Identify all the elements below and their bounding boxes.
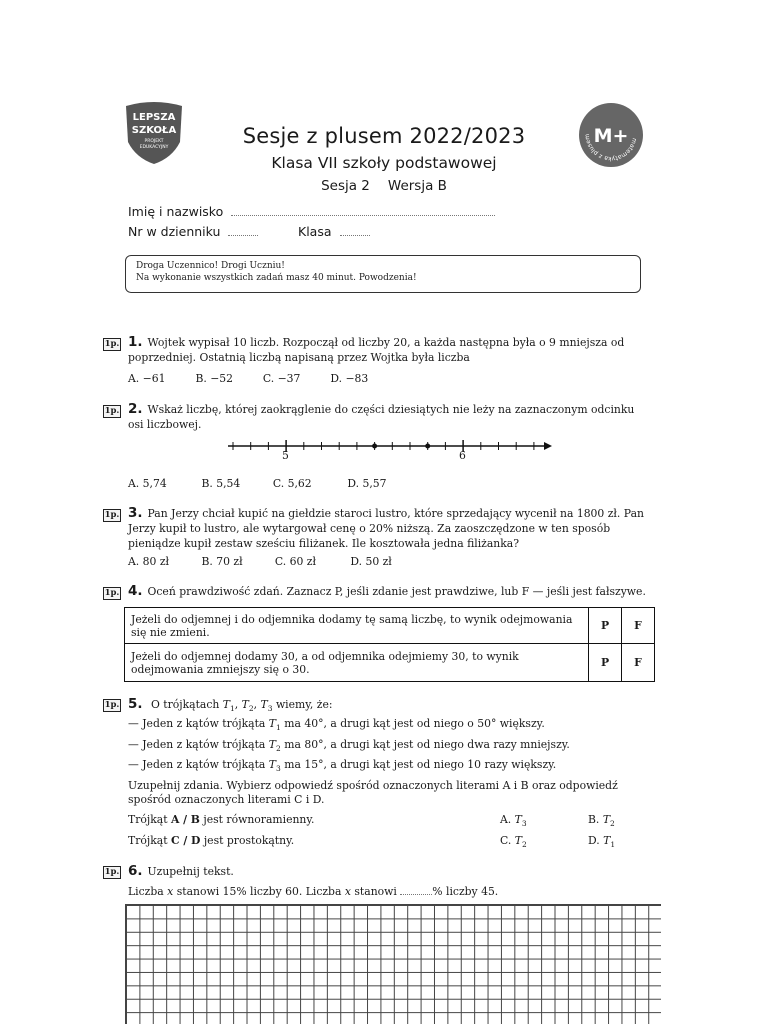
var-t: T [268, 717, 276, 730]
points-badge: 1p. [104, 867, 120, 877]
logo-left-line2: SZKOŁA [131, 125, 177, 136]
points-badge: 1p. [104, 406, 120, 416]
var-t: T [514, 834, 522, 847]
option-letter: B. [588, 813, 600, 826]
q2-answers [128, 477, 387, 490]
option-c[interactable] [500, 834, 527, 852]
question-text: Uzupełnij tekst. [147, 865, 234, 878]
axis-label-5: 5 [282, 449, 289, 462]
sentence-text: Trójkąt [128, 813, 168, 826]
bullet-text: — Jeden z kątów trójkąta [128, 758, 266, 771]
false-option[interactable]: F [622, 608, 655, 644]
logo-right-ring: matematyka z plusem [583, 133, 638, 163]
diary-field [128, 224, 258, 239]
segment-endpoint [372, 444, 377, 449]
answer-d: D. 50 zł [350, 555, 392, 568]
logo-right-text: M+ [593, 125, 629, 147]
sub: 2 [276, 744, 281, 754]
true-option[interactable]: P [589, 608, 622, 644]
number-line [228, 436, 552, 466]
intro-text: O trójkątach [150, 698, 220, 711]
q5-instructions: Uzupełnij zdania. Wybierz odpowiedź spośród oznaczonych literami A i B oraz odpowiedź spośród oznaczonych literami C i D. [128, 779, 618, 806]
instructions-line-2: Na wykonanie wszystkich zadań masz 40 minut. Powodzenia! [136, 273, 417, 283]
sentence-text: jest prostokątny. [203, 834, 295, 847]
question-1 [128, 335, 648, 365]
option-d[interactable] [588, 834, 615, 852]
sub: 1 [230, 704, 235, 714]
option-a[interactable] [500, 813, 527, 831]
name-dots [231, 206, 495, 216]
instructions-line-1: Droga Uczennico! Drogi Uczniu! [136, 261, 285, 271]
var-t: T [603, 834, 611, 847]
points-badge: 1p. [104, 700, 120, 710]
text: % liczby 45. [432, 885, 499, 898]
answer-a: A. −61 [128, 372, 166, 385]
statement-1: Jeżeli do odjemnej i do odjemnika dodamy tę samą liczbę, to wynik odejmowania się nie zmieni. [125, 608, 589, 644]
sub: 2 [248, 704, 254, 714]
sub: 1 [610, 840, 616, 850]
answer-d: D. −83 [330, 372, 369, 385]
bullet-text: ma 15°, a drugi kąt jest od niego 10 razy większy. [284, 758, 557, 771]
name-label: Imię i nazwisko [128, 204, 224, 219]
table-row [125, 644, 655, 682]
q6-sentence [128, 885, 498, 899]
sub: 3 [267, 704, 273, 714]
answer-blank[interactable] [400, 885, 432, 895]
answer-a: A. 5,74 [128, 477, 167, 490]
var-t: T [241, 698, 249, 711]
sentence-1 [128, 813, 314, 827]
question-3 [128, 506, 648, 551]
answer-c: C. −37 [262, 372, 301, 385]
question-6 [128, 864, 234, 879]
logo-left-line1: LEPSZA [132, 112, 176, 123]
axis-arrow [544, 442, 552, 450]
var-t: T [514, 813, 522, 826]
var-x: x [167, 885, 174, 898]
class-label: Klasa [298, 224, 332, 239]
q3-answers [128, 555, 392, 568]
question-text: Wojtek wypisał 10 liczb. Rozpoczął od liczby 20, a każda następna była o 9 mniejsza od poprzedniej. Ostatnią liczbą napisaną przez Wojtka była liczba [128, 336, 625, 364]
question-number: 2. [128, 401, 143, 417]
sub: 3 [276, 764, 281, 774]
answer-c: C. 5,62 [272, 477, 312, 490]
sub: 2 [610, 819, 615, 829]
question-2 [128, 402, 648, 432]
points-badge: 1p. [104, 510, 120, 520]
logo-left-line4: EDUKACYJNY [139, 145, 169, 150]
var-t: T [260, 698, 268, 711]
choice-cd[interactable]: C / D [170, 834, 201, 847]
sub: 2 [521, 840, 527, 850]
question-text: Oceń prawdziwość zdań. Zaznacz P, jeśli zdanie jest prawdziwe, lub F — jeśli jest fałszywe. [147, 585, 646, 598]
answer-d: D. 5,57 [347, 477, 387, 490]
sub: 1 [276, 723, 281, 733]
squared-answer-grid[interactable] [125, 904, 661, 1024]
answer-b: B. −52 [195, 372, 234, 385]
var-t: T [268, 758, 276, 771]
question-text: Wskaż liczbę, której zaokrąglenie do części dziesiątych nie leży na zaznaczonym odcinku osi liczbowej. [128, 403, 635, 431]
bullet-2 [128, 738, 570, 756]
intro-text: wiemy, że: [275, 698, 333, 711]
answer-c: C. 60 zł [274, 555, 316, 568]
question-number: 5. [128, 696, 143, 712]
question-number: 6. [128, 863, 143, 879]
text: stanowi [354, 885, 397, 898]
segment-endpoint [425, 444, 430, 449]
question-4 [128, 584, 648, 599]
option-b[interactable] [588, 813, 615, 831]
question-5-intro: 5. O trójkątach $T_1$, $T_2$, $T_3$ wiemy, że: [128, 696, 333, 714]
version-label: Wersja B [387, 178, 447, 194]
name-field [128, 204, 495, 219]
statement-2: Jeżeli do odjemnej dodamy 30, a od odjemnika odejmiemy 30, to wynik odejmowania zmniejszy się o 30. [125, 644, 589, 682]
true-option[interactable]: P [589, 644, 622, 682]
logo-left-line3: PROJEKT [144, 139, 164, 144]
text: Liczba [128, 885, 164, 898]
false-option[interactable]: F [622, 644, 655, 682]
var-x: x [344, 885, 351, 898]
bullet-text: ma 40°, a drugi kąt jest od niego o 50° większy. [284, 717, 545, 730]
axis-label-6: 6 [459, 449, 466, 462]
sub: 3 [521, 819, 527, 829]
class-dots [340, 226, 370, 236]
bullet-text: — Jeden z kątów trójkąta [128, 738, 266, 751]
points-badge: 1p. [104, 339, 120, 349]
var-t: T [268, 738, 276, 751]
diary-label: Nr w dzienniku [128, 224, 221, 239]
page-subtitle: Klasa VII szkoły podstawowej [271, 154, 497, 172]
option-letter: D. [588, 834, 600, 847]
table-row [125, 608, 655, 644]
class-field [298, 224, 370, 239]
question-number: 1. [128, 334, 143, 350]
answer-b: B. 70 zł [201, 555, 243, 568]
true-false-table [124, 607, 655, 682]
question-text: Pan Jerzy chciał kupić na giełdzie staroci lustro, które sprzedający wycenił na 1800 zł. Pan Jerzy kupił to lustro, ale wytargował cenę o 20% niższą. Za zaoszczędzone w ten sposób pieniądze kupił zestaw sześciu filiżanek. Ile kosztowała jedna filiżanka? [128, 507, 644, 550]
sentence-text: Trójkąt [128, 834, 168, 847]
instructions-box [125, 255, 641, 293]
q1-answers [128, 372, 368, 385]
bullet-3 [128, 758, 556, 776]
session-label: Sesja 2 [321, 178, 370, 194]
bullet-text: — Jeden z kątów trójkąta [128, 717, 266, 730]
diary-dots [228, 226, 258, 236]
sentence-text: jest równoramienny. [203, 813, 315, 826]
text: stanowi 15% liczby 60. Liczba [176, 885, 342, 898]
var-t: T [222, 698, 230, 711]
var-t: T [602, 813, 611, 826]
question-number: 3. [128, 505, 143, 521]
choice-ab[interactable]: A / B [170, 813, 200, 826]
answer-b: B. 5,54 [201, 477, 241, 490]
bullet-text: ma 80°, a drugi kąt jest od niego dwa razy mniejszy. [284, 738, 570, 751]
option-letter: A. [500, 813, 512, 826]
answer-a: A. 80 zł [128, 555, 170, 568]
session-info [0, 178, 768, 194]
points-badge: 1p. [104, 588, 120, 598]
page-title: Sesje z plusem 2022/2023 [242, 124, 526, 148]
bullet-1 [128, 717, 545, 735]
question-number: 4. [128, 583, 143, 599]
sentence-2 [128, 834, 294, 848]
option-letter: C. [500, 834, 512, 847]
